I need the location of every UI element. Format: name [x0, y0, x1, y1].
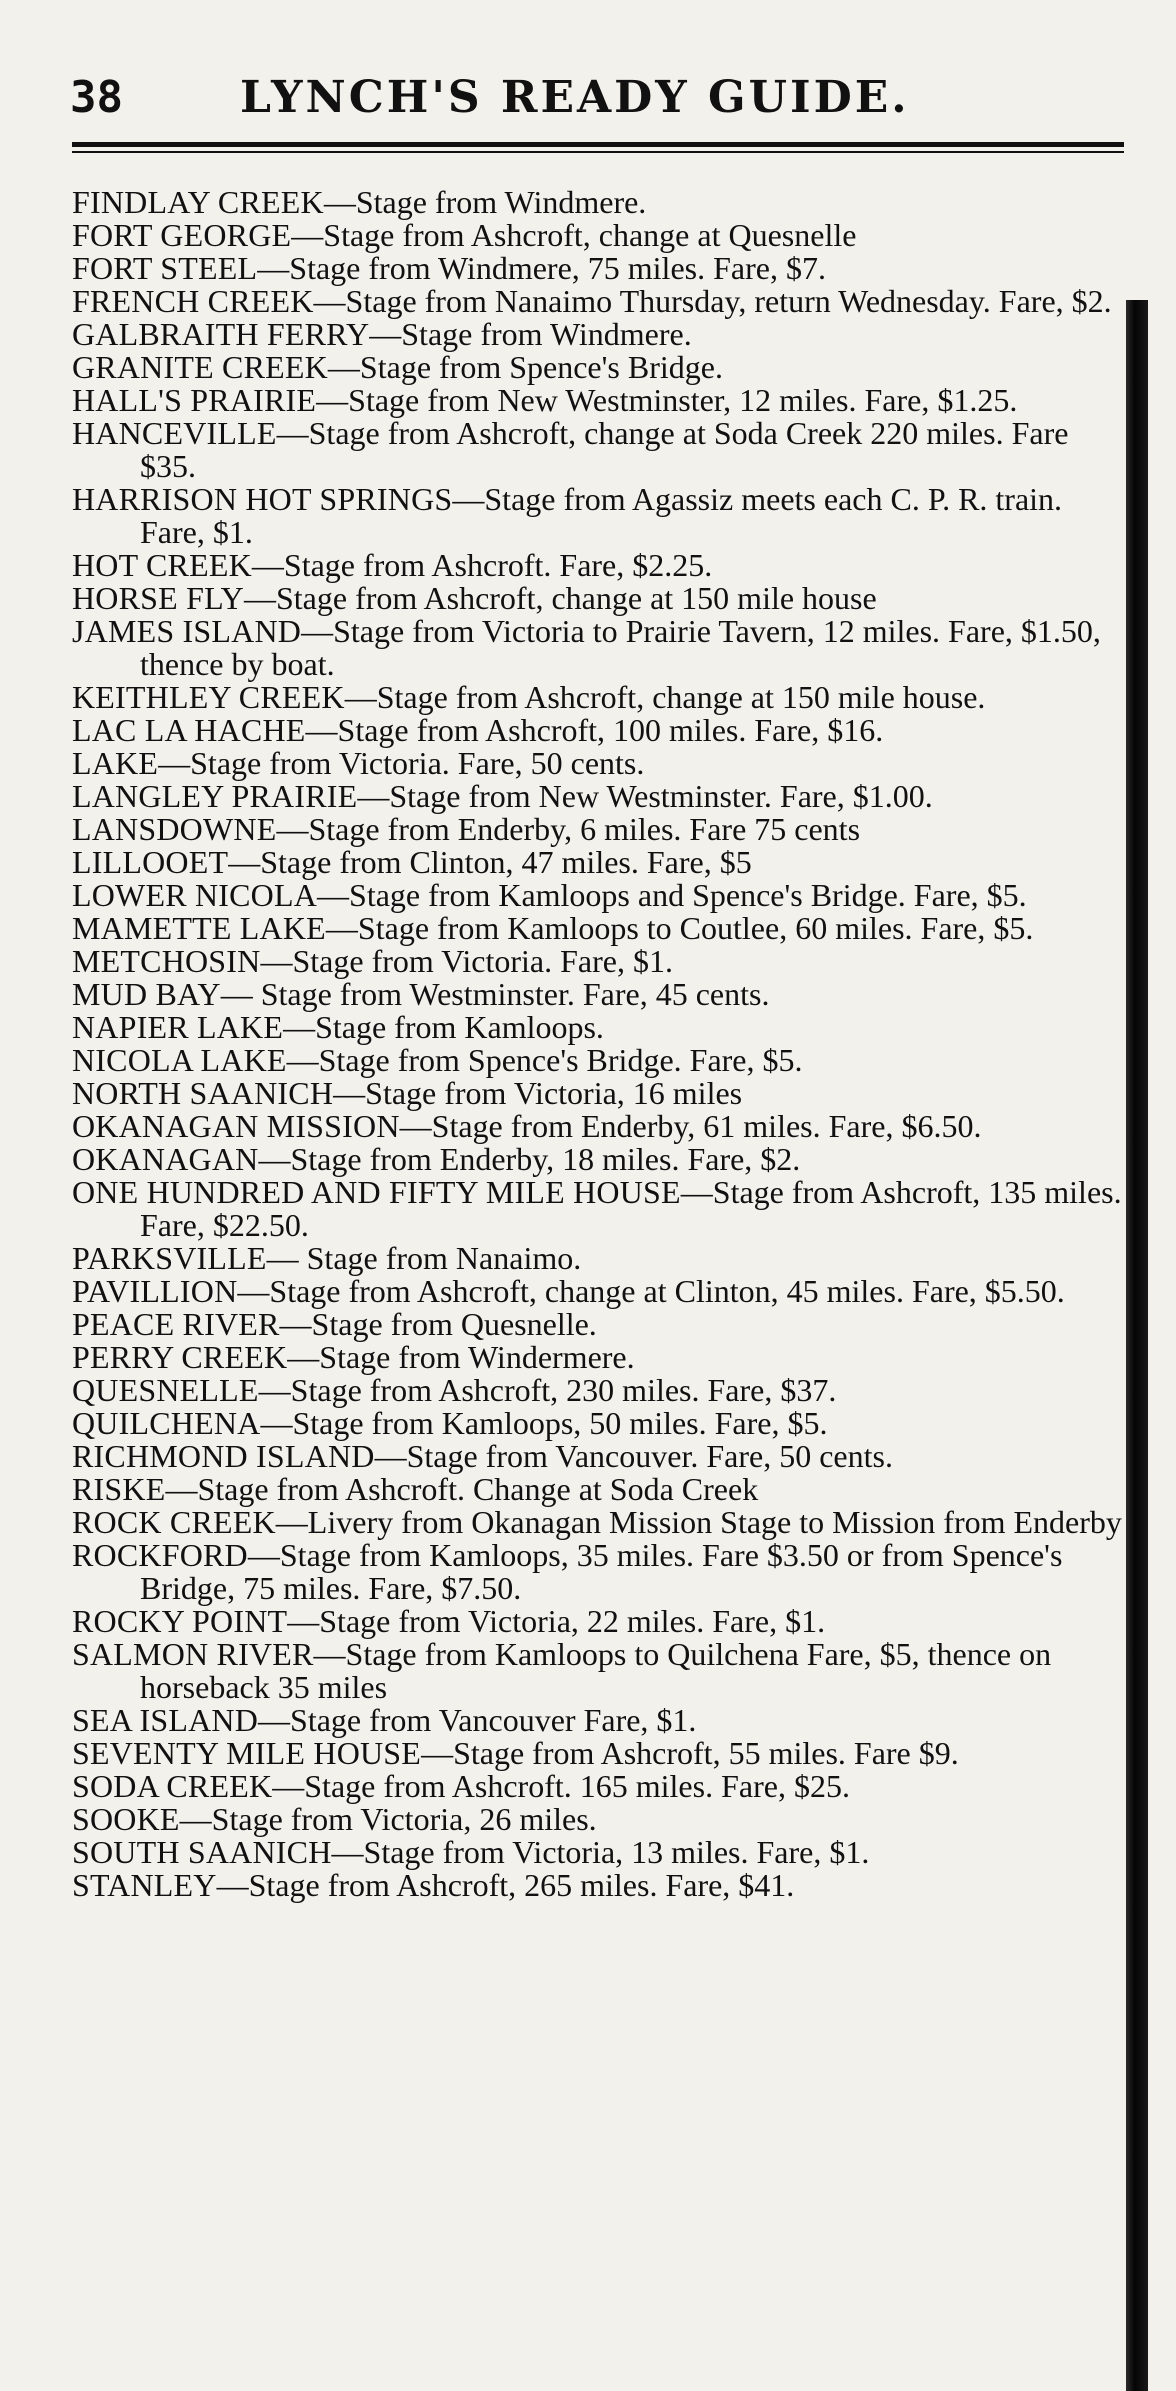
guide-entry — [72, 1539, 1132, 1605]
entry-description: —Stage from New Westminster, 12 miles. Fare, $1.25. — [316, 382, 1018, 418]
entry-description: —Stage from Enderby, 6 miles. Fare 75 cents — [276, 811, 861, 847]
guide-entry — [72, 1374, 1132, 1407]
guide-entry — [72, 186, 1132, 219]
entry-description: —Stage from Ashcroft, 55 miles. Fare $9. — [421, 1735, 959, 1771]
guide-entry — [72, 549, 1132, 582]
entry-description: —Stage from Victoria to Prairie Tavern, 12 miles. Fare, $1.50, thence by boat. — [140, 613, 1101, 682]
entry-place-name: LILLOOET — [72, 844, 229, 880]
entry-description: —Livery from Okanagan Mission Stage to Mission from Enderby — [275, 1504, 1122, 1540]
entry-description: —Stage from Nanaimo Thursday, return Wednesday. Fare, $2. — [313, 283, 1112, 319]
guide-entry — [72, 1506, 1132, 1539]
entry-place-name: GALBRAITH FERRY — [72, 316, 370, 352]
guide-entry — [72, 978, 1132, 1011]
entry-place-name: STANLEY — [72, 1867, 217, 1903]
entry-description: —Stage from Ashcroft, change at 150 mile house. — [344, 679, 986, 715]
entry-description: —Stage from Ashcroft, 100 miles. Fare, $16. — [305, 712, 884, 748]
guide-entry — [72, 1308, 1132, 1341]
entry-description: —Stage from Ashcroft. Fare, $2.25. — [251, 547, 713, 583]
entry-description: —Stage from Ashcroft, change at 150 mile house — [243, 580, 877, 616]
guide-entry — [72, 780, 1132, 813]
entry-description: —Stage from Windmere. — [369, 316, 692, 352]
entry-description: —Stage from Enderby, 18 miles. Fare, $2. — [258, 1141, 801, 1177]
entry-place-name: NICOLA LAKE — [72, 1042, 287, 1078]
guide-entry — [72, 1836, 1132, 1869]
entry-description: —Stage from Victoria, 13 miles. Fare, $1. — [331, 1834, 870, 1870]
guide-entry — [72, 1638, 1132, 1704]
guide-entry — [72, 582, 1132, 615]
guide-entry — [72, 813, 1132, 846]
guide-entry — [72, 879, 1132, 912]
guide-entry — [72, 219, 1132, 252]
entry-description: —Stage from Ashcroft, change at Quesnelle — [291, 217, 857, 253]
entry-description: —Stage from Ashcroft, 265 miles. Fare, $41. — [216, 1867, 795, 1903]
entry-description: —Stage from Ashcroft, 135 miles. Fare, $22.50. — [140, 1174, 1122, 1243]
entry-description: —Stage from Victoria, 26 miles. — [179, 1801, 597, 1837]
entry-description: —Stage from Kamloops and Spence's Bridge. Fare, $5. — [317, 877, 1027, 913]
guide-entry — [72, 1737, 1132, 1770]
entry-place-name: JAMES ISLAND — [72, 613, 302, 649]
entry-description: —Stage from Kamloops, 50 miles. Fare, $5. — [260, 1405, 828, 1441]
guide-entry — [72, 615, 1132, 681]
entry-place-name: SALMON RIVER — [72, 1636, 314, 1672]
entry-description: —Stage from Agassiz meets each C. P. R. train. Fare, $1. — [140, 481, 1063, 550]
guide-entry — [72, 318, 1132, 351]
entry-description: —Stage from New Westminster. Fare, $1.00. — [357, 778, 933, 814]
entry-description: — Stage from Nanaimo. — [266, 1240, 582, 1276]
entry-list — [72, 186, 1132, 1902]
entry-place-name: SEA ISLAND — [72, 1702, 259, 1738]
entry-place-name: HARRISON HOT SPRINGS — [72, 481, 453, 517]
entry-place-name: MUD BAY — [72, 976, 221, 1012]
guide-entry — [72, 285, 1132, 318]
entry-description: —Stage from Ashcroft. 165 miles. Fare, $25. — [272, 1768, 850, 1804]
guide-entry — [72, 351, 1132, 384]
entry-description: —Stage from Kamloops to Quilchena Fare, $5, thence on horseback 35 miles — [140, 1636, 1052, 1705]
entry-place-name: FRENCH CREEK — [72, 283, 314, 319]
entry-place-name: LAKE — [72, 745, 159, 781]
entry-place-name: FORT GEORGE — [72, 217, 292, 253]
entry-place-name: HOT CREEK — [72, 547, 252, 583]
entry-description: —Stage from Victoria. Fare, 50 cents. — [158, 745, 645, 781]
entry-place-name: LANGLEY PRAIRIE — [72, 778, 358, 814]
entry-description: —Stage from Quesnelle. — [279, 1306, 597, 1342]
guide-entry — [72, 1011, 1132, 1044]
guide-entry — [72, 912, 1132, 945]
entry-place-name: LANSDOWNE — [72, 811, 277, 847]
entry-place-name: QUILCHENA — [72, 1405, 261, 1441]
guide-entry — [72, 1440, 1132, 1473]
entry-place-name: FORT STEEL — [72, 250, 258, 286]
entry-place-name: SODA CREEK — [72, 1768, 273, 1804]
book-spine-shadow — [1126, 300, 1148, 2391]
guide-entry — [72, 1605, 1132, 1638]
entry-description: — Stage from Westminster. Fare, 45 cents. — [220, 976, 770, 1012]
entry-place-name: ROCK CREEK — [72, 1504, 276, 1540]
entry-description: —Stage from Clinton, 47 miles. Fare, $5 — [228, 844, 752, 880]
guide-entry — [72, 483, 1132, 549]
entry-description: —Stage from Windermere. — [287, 1339, 635, 1375]
guide-entry — [72, 1110, 1132, 1143]
header-rule-thin — [72, 151, 1124, 153]
entry-place-name: HANCEVILLE — [72, 415, 277, 451]
guide-entry — [72, 945, 1132, 978]
guide-entry — [72, 846, 1132, 879]
entry-place-name: SOUTH SAANICH — [72, 1834, 332, 1870]
entry-description: —Stage from Ashcroft. Change at Soda Creek — [165, 1471, 759, 1507]
entry-description: —Stage from Ashcroft, 230 miles. Fare, $37. — [258, 1372, 837, 1408]
running-title: LYNCH'S READY GUIDE. — [240, 72, 910, 123]
entry-place-name: QUESNELLE — [72, 1372, 259, 1408]
guide-entry — [72, 1242, 1132, 1275]
guide-entry — [72, 1143, 1132, 1176]
guide-entry — [72, 1044, 1132, 1077]
entry-place-name: NAPIER LAKE — [72, 1009, 284, 1045]
entry-description: —Stage from Enderby, 61 miles. Fare, $6.50. — [399, 1108, 982, 1144]
entry-place-name: PARKSVILLE — [72, 1240, 267, 1276]
entry-place-name: OKANAGAN — [72, 1141, 259, 1177]
entry-description: —Stage from Victoria, 16 miles — [333, 1075, 743, 1111]
guide-entry — [72, 1275, 1132, 1308]
entry-place-name: FINDLAY CREEK — [72, 184, 324, 220]
guide-entry — [72, 1803, 1132, 1836]
guide-entry — [72, 1077, 1132, 1110]
entry-description: —Stage from Spence's Bridge. — [327, 349, 723, 385]
entry-place-name: ROCKY POINT — [72, 1603, 288, 1639]
entry-place-name: MAMETTE LAKE — [72, 910, 326, 946]
entry-place-name: PERRY CREEK — [72, 1339, 288, 1375]
entry-description: —Stage from Windmere. — [323, 184, 647, 220]
entry-place-name: PAVILLION — [72, 1273, 238, 1309]
page-header — [70, 72, 1120, 142]
entry-place-name: ROCKFORD — [72, 1537, 248, 1573]
guide-entry — [72, 1704, 1132, 1737]
entry-description: —Stage from Kamloops to Coutlee, 60 miles. Fare, $5. — [325, 910, 1034, 946]
entry-description: —Stage from Victoria, 22 miles. Fare, $1. — [287, 1603, 826, 1639]
entry-description: —Stage from Victoria. Fare, $1. — [260, 943, 673, 979]
page-number: 38 — [70, 72, 123, 123]
guide-entry — [72, 252, 1132, 285]
guide-entry — [72, 1407, 1132, 1440]
entry-place-name: LAC LA HACHE — [72, 712, 306, 748]
entry-description: —Stage from Spence's Bridge. Fare, $5. — [286, 1042, 803, 1078]
entry-place-name: METCHOSIN — [72, 943, 261, 979]
entry-description: —Stage from Kamloops. — [283, 1009, 604, 1045]
entry-description: —Stage from Kamloops, 35 miles. Fare $3.50 or from Spence's Bridge, 75 miles. Fare, $7.50. — [140, 1537, 1063, 1606]
entry-place-name: SEVENTY MILE HOUSE — [72, 1735, 422, 1771]
guide-entry — [72, 384, 1132, 417]
entry-place-name: NORTH SAANICH — [72, 1075, 334, 1111]
guide-entry — [72, 1869, 1132, 1902]
entry-place-name: PEACE RIVER — [72, 1306, 280, 1342]
guide-entry — [72, 417, 1132, 483]
entry-place-name: RISKE — [72, 1471, 166, 1507]
guide-entry — [72, 681, 1132, 714]
entry-place-name: SOOKE — [72, 1801, 180, 1837]
entry-description: —Stage from Windmere, 75 miles. Fare, $7. — [257, 250, 826, 286]
entry-place-name: RICHMOND ISLAND — [72, 1438, 375, 1474]
entry-description: —Stage from Vancouver Fare, $1. — [258, 1702, 697, 1738]
entry-place-name: GRANITE CREEK — [72, 349, 328, 385]
entry-place-name: KEITHLEY CREEK — [72, 679, 345, 715]
guide-entry — [72, 1176, 1132, 1242]
guide-entry — [72, 747, 1132, 780]
entry-place-name: HORSE FLY — [72, 580, 244, 616]
guide-entry — [72, 1770, 1132, 1803]
guide-entry — [72, 714, 1132, 747]
entry-place-name: OKANAGAN MISSION — [72, 1108, 400, 1144]
header-rule-thick — [72, 142, 1124, 147]
entry-description: —Stage from Ashcroft, change at Clinton, 45 miles. Fare, $5.50. — [237, 1273, 1065, 1309]
guide-entry — [72, 1341, 1132, 1374]
entry-description: —Stage from Vancouver. Fare, 50 cents. — [374, 1438, 893, 1474]
guide-entry — [72, 1473, 1132, 1506]
entry-place-name: HALL'S PRAIRIE — [72, 382, 317, 418]
entry-description: —Stage from Ashcroft, change at Soda Creek 220 miles. Fare $35. — [140, 415, 1069, 484]
entry-place-name: LOWER NICOLA — [72, 877, 318, 913]
entry-place-name: ONE HUNDRED AND FIFTY MILE HOUSE — [72, 1174, 681, 1210]
